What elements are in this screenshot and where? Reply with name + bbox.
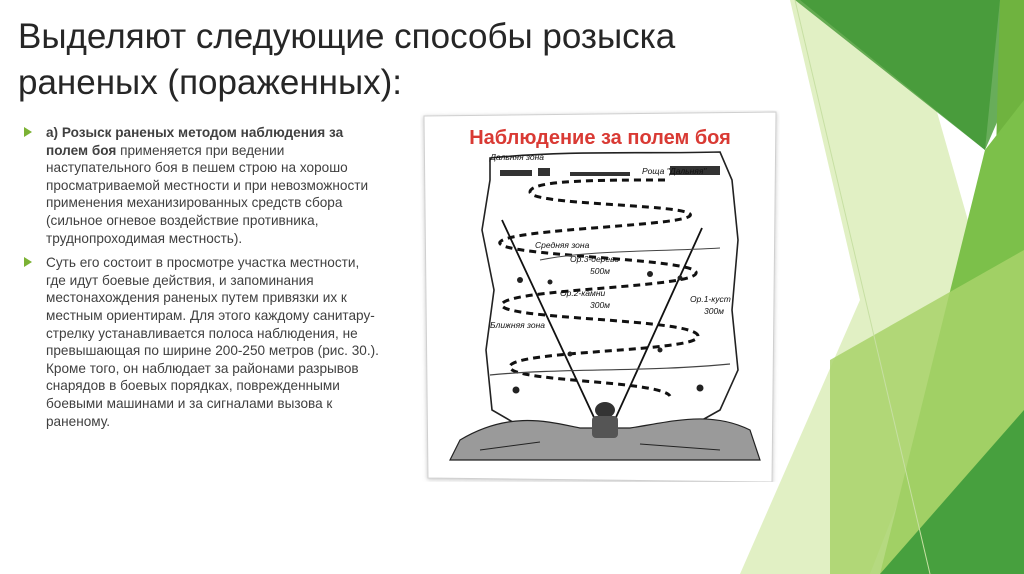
label-distance-300a: 300м (590, 300, 611, 310)
bullet-bold-text: а) Розыск раненых методом наблюдения за полем боя (46, 125, 344, 158)
slide-title: Выделяют следующие способы розыска раненых (пораженных): (18, 17, 676, 102)
figure-title: Наблюдение за полем боя (469, 127, 731, 149)
battlefield-observation-figure (420, 110, 780, 482)
label-far-zone: Дальняя зона (490, 152, 544, 162)
bullet-marker-icon (24, 257, 32, 267)
bullet-marker-icon (24, 127, 32, 137)
bullet-item (22, 254, 382, 430)
bullet-item (22, 124, 382, 247)
label-landmark-1: Ор.1-куст (690, 294, 731, 304)
label-middle-zone: Средняя зона (535, 240, 590, 250)
label-grove: Роща "Дальняя" (642, 166, 707, 176)
label-landmark-3: Ор.3-дерево (570, 254, 620, 264)
label-distance-300b: 300м (704, 306, 725, 316)
body-text (22, 124, 382, 437)
label-landmark-2: Ор.2-камни (560, 288, 606, 298)
label-distance-500: 500м (590, 266, 611, 276)
bullet-text: применяется при ведении наступательного боя в пешем строю на хорошо просматриваемой местности и при невозможности применения механизированных средств сбора (сильное огневое воздействие противника, труднопроходимая местность). (46, 142, 369, 246)
label-near-zone: Ближняя зона (490, 320, 546, 330)
bullet-text: Суть его состоит в просмотре участка местности, где идут боевые действия, и запоминания местонахождения раненых путем привязки их к местным ориентирам. Для этого каждому санитару-стрелку устанавливается полоса наблюдения, не превышающая по ширине 200-250 метров (рис. 30.). Кроме того, он наблюдает за районами разрывов снарядов в боевых порядках, поврежденными боевыми машинами и за сигналами вызова к раненому. (46, 255, 379, 429)
